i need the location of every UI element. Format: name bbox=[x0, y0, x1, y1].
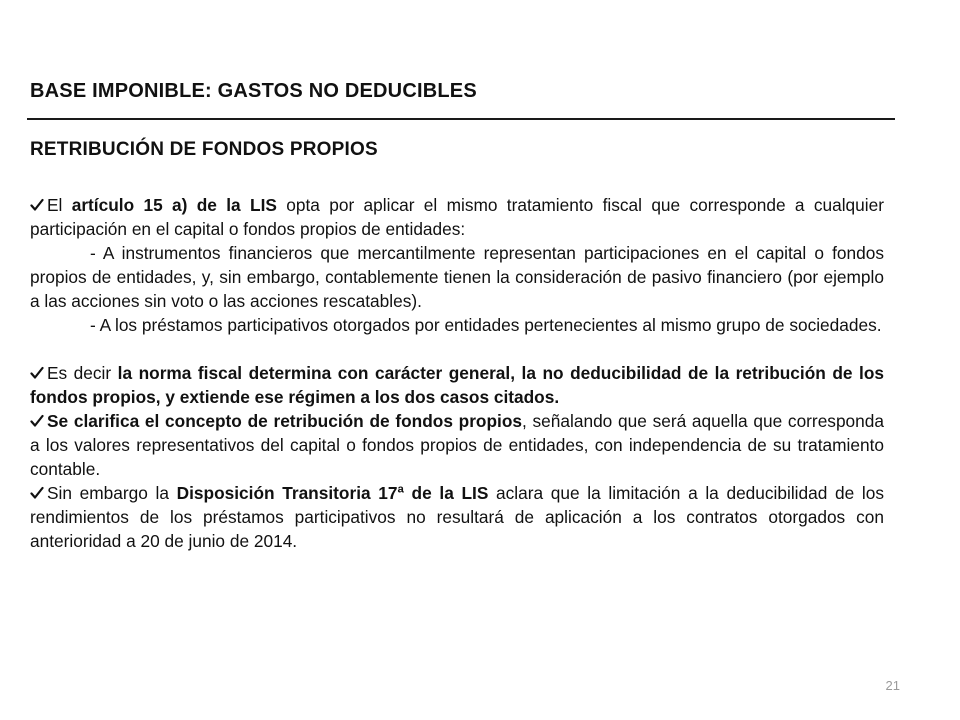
bullet-text-bold: Disposición Transitoria 17ª de la LIS bbox=[176, 483, 489, 503]
sub-item-text: - A los préstamos participativos otorgados por entidades pertenecientes al mismo grupo de sociedades. bbox=[90, 315, 882, 335]
bullet-item-1 bbox=[30, 193, 884, 241]
bullet-text-post: aclara que la limitación a la deducibilidad de los rendimientos de los préstamos participativos no resultará de aplicación a los contratos otorgados con anterioridad a 20 de junio de 2014. bbox=[30, 483, 884, 551]
bullet-text-bold: la norma fiscal determina con carácter general, la no deducibilidad de la retribución de los fondos propios, y extiende ese régimen a los dos casos citados. bbox=[30, 363, 884, 407]
title-divider bbox=[27, 118, 895, 120]
bullet-text-pre: Es decir bbox=[47, 363, 118, 383]
slide-content bbox=[30, 193, 884, 553]
spacer bbox=[30, 337, 884, 361]
bullet-text-bold: Se clarifica el concepto de retribución de fondos propios bbox=[47, 411, 523, 431]
sub-item-1 bbox=[30, 241, 884, 313]
checkmark-icon bbox=[30, 414, 44, 428]
bullet-text-bold: artículo 15 a) de la LIS bbox=[71, 195, 277, 215]
sub-item-text: - A instrumentos financieros que mercantilmente representan participaciones en el capital o fondos propios de entidades, y, sin embargo, contablemente tienen la consideración de pasivo financiero (por ejemplo a las acciones sin voto o las acciones rescatables). bbox=[30, 243, 884, 311]
sub-item-2 bbox=[30, 313, 884, 337]
section-subtitle: RETRIBUCIÓN DE FONDOS PROPIOS bbox=[30, 139, 378, 160]
checkmark-icon bbox=[30, 198, 44, 212]
bullet-item-2 bbox=[30, 361, 884, 409]
bullet-text-post: , señalando que será aquella que corresponda a los valores representativos del capital o fondos propios de entidades, con independencia de su tratamiento contable. bbox=[30, 411, 884, 479]
checkmark-icon bbox=[30, 366, 44, 380]
page-title: BASE IMPONIBLE: GASTOS NO DEDUCIBLES bbox=[30, 80, 477, 102]
page-number: 21 bbox=[885, 678, 900, 693]
bullet-text-pre: El bbox=[47, 195, 72, 215]
checkmark-icon bbox=[30, 486, 44, 500]
bullet-item-4 bbox=[30, 481, 884, 553]
bullet-text-pre: Sin embargo la bbox=[47, 483, 177, 503]
bullet-item-3 bbox=[30, 409, 884, 481]
bullet-text-post: opta por aplicar el mismo tratamiento fiscal que corresponde a cualquier participación en el capital o fondos propios de entidades: bbox=[30, 195, 884, 239]
